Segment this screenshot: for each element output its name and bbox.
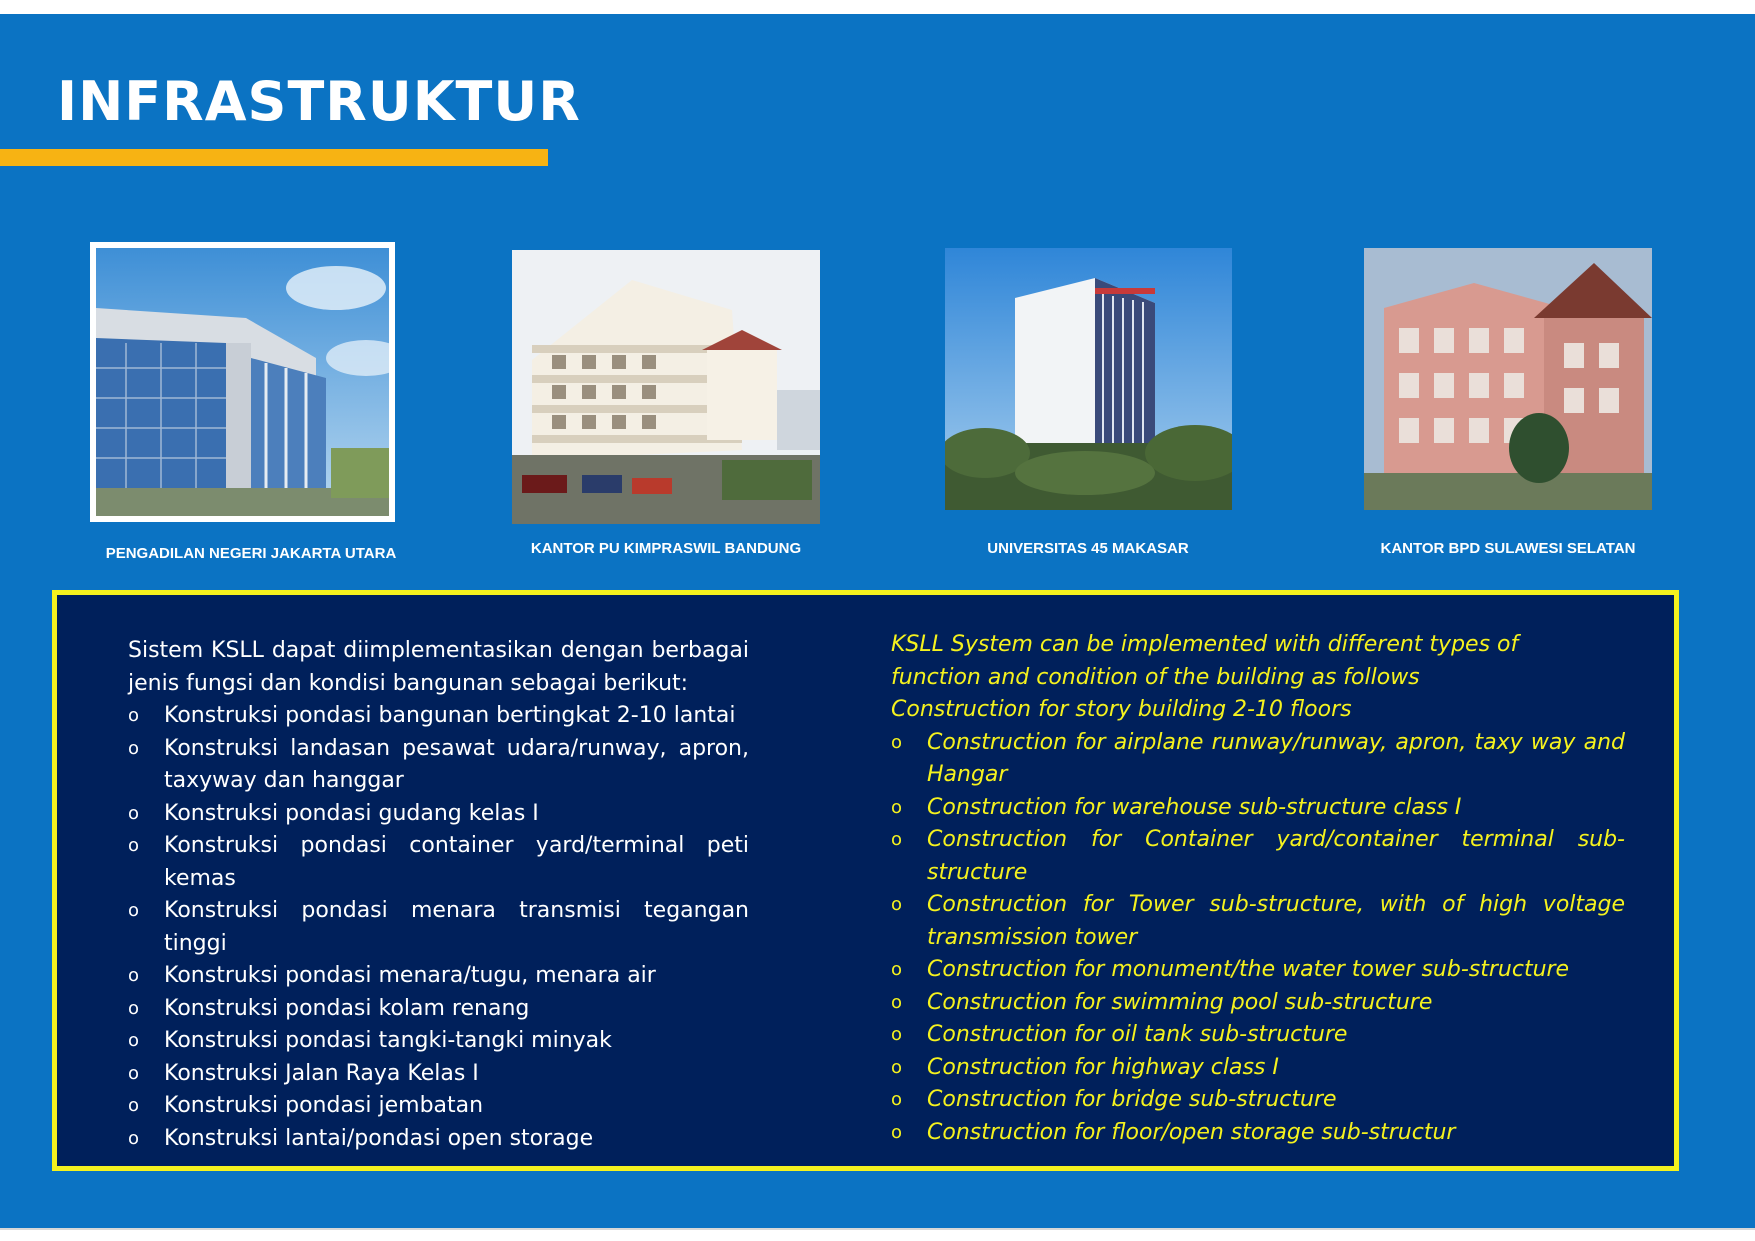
intro-line: Construction for story building 2-10 floors (891, 697, 1352, 722)
bullet-icon: o (128, 965, 140, 986)
building-image (512, 250, 820, 524)
photo-caption: PENGADILAN NEGERI JAKARTA UTARA (105, 545, 397, 562)
page-background (0, 14, 1755, 1228)
bullet-icon: o (891, 1089, 903, 1110)
list-item: o Construction for warehouse sub-structure class I (891, 792, 1625, 825)
photo-caption: KANTOR BPD SULAWESI SELATAN (1380, 540, 1636, 557)
page-title: INFRASTRUKTUR (57, 70, 581, 133)
list-item: o Construction for swimming pool sub-structure (891, 987, 1625, 1020)
intro-line: function and condition of the building as follows (891, 664, 1420, 690)
bullet-icon: o (128, 1095, 140, 1116)
photo-universitas-45 (945, 248, 1232, 510)
bullet-icon: o (891, 1121, 903, 1143)
bullet-icon: o (128, 900, 140, 921)
list-item: o Construction for floor/open storage sub-structur (891, 1117, 1625, 1150)
bullet-icon: o (891, 1056, 903, 1078)
list-item: o Konstruksi pondasi tangki-tangki minyak (128, 1025, 749, 1058)
bullet-icon: o (128, 737, 140, 759)
page-bottom-rule (0, 1228, 1755, 1230)
bullet-icon: o (128, 997, 140, 1019)
bullet-icon: o (128, 705, 140, 726)
list-item: o Konstruksi pondasi gudang kelas I (128, 798, 749, 831)
bullet-icon: o (128, 835, 140, 856)
list-item: o Construction for airplane runway/runway, apron, taxy way and Hangar (891, 727, 1625, 792)
list-item: o Konstruksi lantai/pondasi open storage (128, 1123, 749, 1156)
list-item: o Konstruksi pondasi jembatan (128, 1090, 749, 1123)
title-underline-bar (0, 149, 548, 166)
building-image (945, 248, 1232, 510)
bullet-icon: o (128, 1062, 140, 1084)
bullet-icon: o (891, 894, 903, 915)
list-item: o Construction for Container yard/container terminal sub-structure (891, 824, 1625, 889)
info-box (52, 590, 1679, 1171)
list-item: o Konstruksi landasan pesawat udara/runway, apron, taxyway dan hanggar (128, 733, 749, 798)
bullet-icon: o (891, 731, 903, 753)
english-column (891, 629, 1625, 1149)
english-intro (891, 629, 1625, 727)
list-item: o Konstruksi Jalan Raya Kelas I (128, 1058, 749, 1091)
indonesian-column (128, 635, 749, 1155)
list-item: o Construction for monument/the water tower sub-structure (891, 954, 1625, 987)
bullet-icon: o (891, 991, 903, 1013)
photo-kantor-bpd (1364, 248, 1652, 510)
photo-kantor-pu (512, 250, 820, 524)
photo-caption: KANTOR PU KIMPRASWIL BANDUNG (530, 540, 802, 557)
list-item: o Construction for Tower sub-structure, with of high voltage transmission tower (891, 889, 1625, 954)
list-item: o Konstruksi pondasi menara transmisi tegangan tinggi (128, 895, 749, 960)
list-item: o Konstruksi pondasi bangunan bertingkat 2-10 lantai (128, 700, 749, 733)
bullet-icon: o (891, 796, 903, 818)
bullet-icon: o (128, 1030, 140, 1051)
list-item: o Konstruksi pondasi container yard/terminal peti kemas (128, 830, 749, 895)
photo-caption: UNIVERSITAS 45 MAKASAR (987, 540, 1189, 557)
bullet-icon: o (891, 1024, 903, 1045)
bullet-icon: o (128, 802, 140, 824)
list-item: o Construction for oil tank sub-structure (891, 1019, 1625, 1052)
building-image (1364, 248, 1652, 510)
bullet-icon: o (891, 829, 903, 850)
list-item: o Construction for highway class I (891, 1052, 1625, 1085)
english-list (891, 727, 1625, 1150)
list-item: o Konstruksi pondasi menara/tugu, menara air (128, 960, 749, 993)
bullet-icon: o (128, 1127, 140, 1149)
building-image (96, 248, 389, 516)
list-item: o Konstruksi pondasi kolam renang (128, 993, 749, 1026)
photo-pengadilan-negeri (90, 242, 395, 522)
intro-line: KSLL System can be implemented with different types of (891, 632, 1519, 657)
indonesian-intro: Sistem KSLL dapat diimplementasikan dengan berbagai jenis fungsi dan kondisi bangunan sebagai berikut: (128, 638, 749, 696)
bullet-icon: o (891, 959, 903, 980)
list-item: o Construction for bridge sub-structure (891, 1084, 1625, 1117)
indonesian-list (128, 700, 749, 1155)
